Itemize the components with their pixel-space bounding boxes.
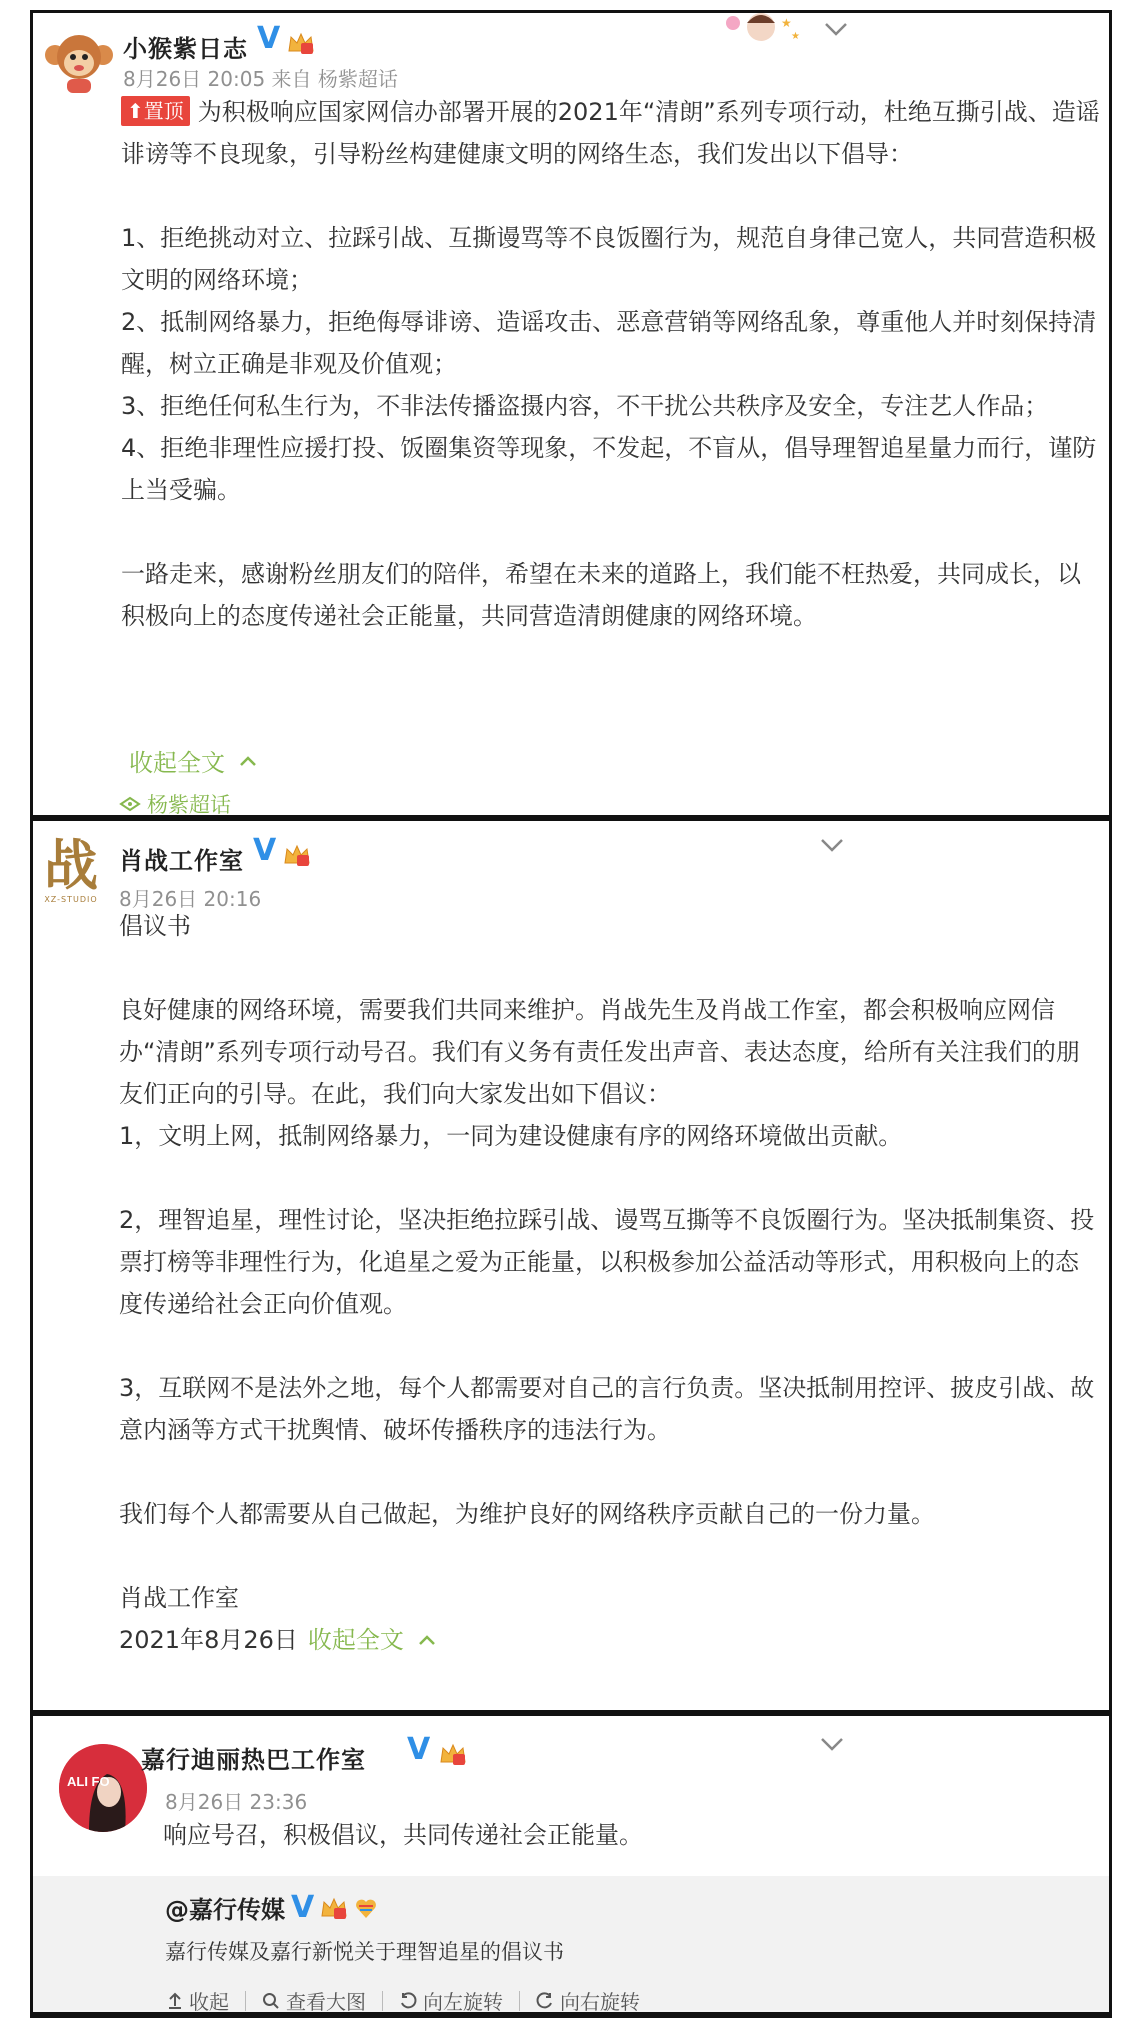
crown-badge-icon	[320, 1896, 348, 1920]
verified-v-icon: V	[407, 1732, 431, 1767]
chevron-up-icon	[418, 1634, 436, 1646]
pin-badge	[121, 96, 190, 126]
post-card-3	[30, 1713, 1112, 2018]
user-name[interactable]: 嘉行迪丽热巴工作室	[141, 1746, 366, 1774]
rotate-left-button[interactable]: 向左旋转	[399, 1986, 503, 2015]
post-card-2	[30, 818, 1112, 1713]
post-paragraph: 2、抵制网络暴力，拒绝侮辱诽谤、造谣攻击、恶意营销等网络乱象，尊重他人并时刻保持清醒，树立正确是非观及价值观；	[121, 308, 1097, 378]
avatar[interactable]	[43, 25, 115, 97]
crown-badge-icon	[283, 843, 311, 867]
avatar-subtext: XZ-STUDIO	[44, 895, 98, 904]
topic-link[interactable]	[119, 789, 231, 818]
post-time: 8月26日 20:05 来自 杨紫超话	[123, 67, 398, 91]
svg-text:★: ★	[781, 16, 792, 30]
avatar-glyph: 战	[44, 835, 98, 897]
post-body	[121, 91, 1101, 637]
verified-v-icon: V	[291, 1890, 315, 1925]
post-body	[119, 905, 1099, 1661]
post-paragraph	[121, 511, 1101, 553]
post-text: 响应号召，积极倡议，共同传递社会正能量。	[163, 1821, 643, 1849]
arrow-up-icon	[167, 1992, 183, 2010]
chevron-down-icon[interactable]	[819, 1736, 845, 1752]
post-paragraph: 1、拒绝挑动对立、拉踩引战、互撕谩骂等不良饭圈行为，规范自身律己宽人，共同营造积极文明的网络环境；	[121, 224, 1097, 294]
collapse-label: 收起全文	[307, 1626, 404, 1654]
divider	[519, 1991, 520, 2011]
rotate-left-icon	[399, 1992, 417, 2010]
topic-diamond-icon	[119, 796, 141, 812]
divider	[382, 1991, 383, 2011]
verified-v-icon: V	[253, 833, 277, 868]
collapse-image-button[interactable]: 收起	[167, 1986, 229, 2015]
svg-text:★: ★	[791, 31, 800, 42]
post-paragraph: 3、拒绝任何私生行为，不非法传播盗摄内容，不干扰公共秩序及安全，专注艺人作品；	[121, 392, 1049, 420]
post-paragraph	[119, 1619, 1099, 1661]
divider	[245, 1991, 246, 2011]
portrait-avatar-icon	[59, 1744, 147, 1832]
topic-label: 杨紫超话	[147, 793, 231, 817]
pin-label: 置顶	[143, 99, 184, 123]
view-large-image-button[interactable]: 查看大图	[262, 1986, 366, 2015]
sign-date: 2021年8月26日	[119, 1626, 298, 1654]
post-paragraph: 1，文明上网，抵制网络暴力，一同为建设健康有序的网络环境做出贡献。	[119, 1122, 903, 1150]
avatar-text: ALI FO	[67, 1774, 110, 1789]
decorative-girl-sticker-icon	[723, 13, 803, 45]
post-paragraph	[119, 1535, 1099, 1577]
crown-badge-icon	[287, 31, 315, 55]
chevron-down-icon[interactable]	[819, 837, 845, 853]
post-paragraph: 良好健康的网络环境，需要我们共同来维护。肖战先生及肖战工作室，都会积极响应网信办“清朗”系列专项行动号召。我们有义务有责任发出声音、表达态度，给所有关注我们的朋友们正向的引导。在此，我们向大家发出如下倡议：	[119, 996, 1080, 1108]
post-paragraph: 肖战工作室	[119, 1584, 239, 1612]
image-toolbar	[167, 1986, 640, 2015]
chevron-down-icon[interactable]	[823, 21, 849, 37]
post-paragraph: 我们每个人都需要从自己做起，为维护良好的网络秩序贡献自己的一份力量。	[119, 1500, 935, 1528]
search-icon	[262, 1992, 280, 2010]
post-paragraph	[119, 1325, 1099, 1367]
post-paragraph: 4、拒绝非理性应援打投、饭圈集资等现象，不发起，不盲从，倡导理智追星量力而行，谨防上当受骗。	[121, 434, 1097, 504]
rainbow-heart-badge-icon	[354, 1896, 378, 1920]
chevron-up-icon	[239, 755, 257, 767]
post-paragraph	[119, 1157, 1099, 1199]
verified-v-icon: V	[257, 21, 281, 56]
post-paragraph: 2，理智追星，理性讨论，坚决拒绝拉踩引战、谩骂互撕等不良饭圈行为。坚决抵制集资、投票打榜等非理性行为，化追星之爱为正能量，以积极参加公益活动等形式，用积极向上的态度传递给社会正向价值观。	[119, 1206, 1095, 1318]
repost-user[interactable]: @嘉行传媒 V	[165, 1890, 378, 1925]
avatar[interactable]	[39, 835, 103, 907]
post-paragraph: 倡议书	[119, 912, 191, 940]
post-paragraph: ⬆置顶 为积极响应国家网信办部署开展的2021年“清朗”系列专项行动，杜绝互撕引战、造谣诽谤等不良现象，引导粉丝构建健康文明的网络生态，我们发出以下倡导：	[121, 98, 1100, 168]
post-paragraph: 一路走来，感谢粉丝朋友们的陪伴，希望在未来的道路上，我们能不枉热爱，共同成长，以积极向上的态度传递社会正能量，共同营造清朗健康的网络环境。	[121, 560, 1081, 630]
rotate-right-button[interactable]: 向右旋转	[536, 1986, 640, 2015]
collapse-button[interactable]	[129, 743, 257, 778]
rotate-right-icon	[536, 1992, 554, 2010]
pin-icon: ⬆	[127, 99, 144, 123]
post-time: 8月26日 20:16	[119, 887, 262, 911]
post-card-1	[30, 10, 1112, 818]
post-paragraph: 3，互联网不是法外之地，每个人都需要对自己的言行负责。坚决抵制用控评、披皮引战、故意内涵等方式干扰舆情、破坏传播秩序的违法行为。	[119, 1374, 1095, 1444]
collapse-button[interactable]	[308, 1619, 436, 1661]
user-name[interactable]: 小猴紫日志	[123, 35, 248, 63]
user-name[interactable]: 肖战工作室	[119, 847, 244, 875]
avatar[interactable]	[59, 1744, 147, 1832]
post-paragraph	[121, 175, 1101, 217]
post-time: 8月26日 23:36	[165, 1790, 308, 1814]
repost-text: 嘉行传媒及嘉行新悦关于理智追星的倡议书	[165, 1940, 564, 1964]
crown-badge-icon	[439, 1742, 467, 1766]
repost-box	[33, 1876, 1109, 2018]
collapse-label: 收起全文	[129, 749, 225, 777]
monkey-avatar-icon	[43, 25, 115, 97]
post-paragraph	[119, 1451, 1099, 1493]
post-paragraph	[119, 947, 1099, 989]
